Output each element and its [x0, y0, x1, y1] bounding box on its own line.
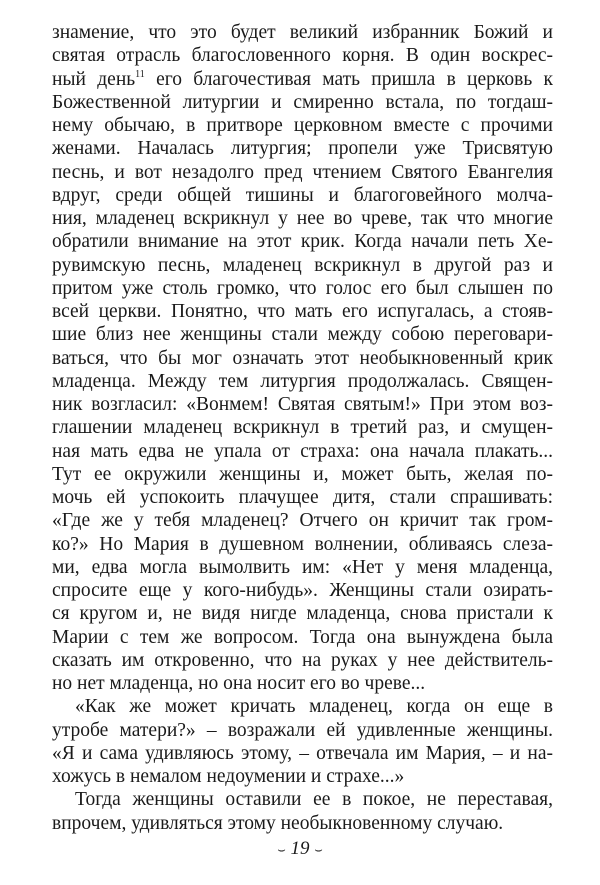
paragraph — [52, 21, 553, 695]
text-line: рувимскую песнь, младенец вскрикнул в другой раз и — [52, 254, 553, 276]
text-line: ник возгласил: «Вонмем! Святая святым!» При этом воз- — [52, 394, 553, 415]
text-line: глашении младенец вскрикнул в третий раз, и смущен- — [52, 417, 553, 439]
page-number-value: 19 — [290, 838, 310, 859]
text-line: сказать им откровенно, что на руках у нее действитель- — [52, 649, 553, 671]
text-line: песнь, и вот незадолго пред чтением Святого Евангелия — [52, 161, 553, 183]
text-line: утробе матери?» – возражали ей удивленные женщины. — [52, 719, 553, 741]
text-line: впрочем, удивляться этому необыкновенному случаю. — [52, 812, 504, 834]
text-line: всей церкви. Понятно, что мать его испугалась, а стояв- — [52, 301, 553, 322]
text-line: ся кругом и, не видя нигде младенца, снова пристали к — [52, 603, 553, 625]
text-line: Тогда женщины оставили ее в покое, не переставая, — [75, 789, 553, 811]
text-line: шие близ нее женщины стали между собою переговари- — [52, 324, 553, 346]
page-number — [0, 838, 600, 860]
text-line: но нет младенца, но она носит его во чреве... — [52, 673, 426, 694]
text-line: Марии с тем же вопросом. Тогда она вынуждена была — [52, 626, 553, 648]
text-line: «Я и сама удивляюсь этому, – отвечала им Мария, – и на- — [52, 742, 553, 764]
text-line: притом уже столь громко, что голос его был слышен по — [52, 277, 553, 299]
text-line: ния, младенец вскрикнул у нее во чреве, так что многие — [52, 208, 553, 229]
text-line: хожусь в немалом недоумении и страхе...» — [52, 766, 405, 787]
text-line: знамение, что это будет великий избранник Божий и — [52, 22, 553, 43]
footnote-ref[interactable]: 11 — [135, 68, 145, 80]
text-line: младенца. Между тем литургия продолжалась. Священ- — [52, 370, 553, 392]
text-line: женами. Началась литургия; пропели уже Трисвятую — [52, 138, 553, 160]
paragraph — [52, 788, 553, 835]
ornament-right-icon: ⌣ — [314, 842, 323, 857]
text-line: обратили внимание на этот крик. Когда начали петь Хе- — [52, 231, 553, 253]
text-line: нему обычаю, в притворе церковном вместе с прочими — [52, 115, 553, 136]
text-line: спросите еще у кого-нибудь». Женщины стали озирать- — [52, 580, 553, 601]
text-line: мочь ей успокоить плачущее дитя, стали спрашивать: — [52, 487, 553, 508]
text-line: ная мать едва не упала от страха: она начала плакать... — [52, 440, 553, 462]
text-line: ваться, что бы мог означать этот необыкновенный крик — [52, 347, 553, 369]
text-line: Тут ее окружили женщины и, может быть, желая по- — [52, 463, 553, 485]
ornament-left-icon: ⌣ — [277, 842, 286, 857]
text-line: ми, едва могла вымолвить им: «Нет у меня младенца, — [52, 556, 553, 578]
text-line: «Как же может кричать младенец, когда он еще в — [75, 696, 553, 718]
text-line: святая отрасль благословенного корня. В один воскрес- — [52, 45, 553, 67]
text-line: Божественной литургии и смиренно встала, по тогдаш- — [52, 91, 553, 113]
page-body — [52, 21, 553, 835]
text-line: «Где же у тебя младенец? Отчего он кричит так гром- — [52, 510, 553, 532]
paragraph — [52, 695, 553, 788]
text-line: ко?» Но Мария в душевном волнении, обливаясь слеза- — [52, 533, 553, 555]
text-line: ный день$^{11}$ его благочестивая мать пришла в церковь к — [52, 68, 553, 90]
text-line: вдруг, среди общей тишины и благоговейного молча- — [52, 184, 553, 206]
